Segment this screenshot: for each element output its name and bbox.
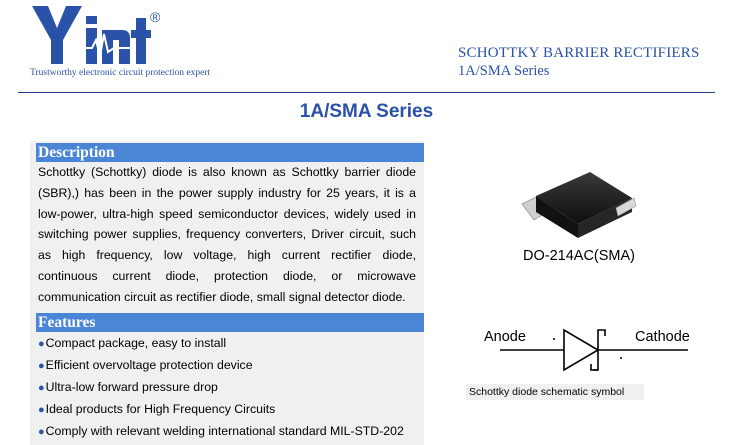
anode-label: Anode: [484, 329, 526, 345]
description-text: Schottky (Schottky) diode is also known as Schottky barrier diode (SBR),) has been in the power supply industry for 25 years, it is a low-power, ultra-high speed semiconductor devices, widely used in switching power supplies, frequency converters, Driver circuit, such as high frequency, low voltage, high current rectifier diode, continuous current diode, protection diode, or microwave communication circuit as rectifier diode, small signal detector diode.: [38, 165, 416, 304]
header-series: 1A/SMA Series: [458, 63, 550, 79]
feature-item: ●Compact package, easy to install: [38, 336, 227, 350]
description-heading-bar: [36, 143, 424, 162]
bullet-icon: ●: [38, 360, 45, 372]
bullet-icon: ●: [38, 404, 45, 416]
tagline: Trustworthy electronic circuit protection expert: [30, 68, 211, 78]
yint-logo: [30, 4, 160, 66]
cathode-label: Cathode: [635, 329, 690, 345]
package-label: DO-214AC(SMA): [523, 248, 635, 264]
header-divider: [18, 92, 715, 93]
page-title: 1A/SMA Series: [299, 101, 434, 122]
header-right: [458, 44, 700, 80]
registered-mark: ®: [150, 9, 160, 25]
product-line: SCHOTTKY BARRIER RECTIFIERS: [458, 45, 700, 61]
features-heading: Features: [38, 314, 96, 331]
bullet-icon: ●: [38, 338, 45, 350]
feature-item: ●Ultra-low forward pressure drop: [38, 380, 218, 394]
features-heading-bar: [36, 313, 424, 332]
bullet-icon: ●: [38, 426, 45, 438]
sma-package-image: [520, 168, 638, 246]
schematic-caption: Schottky diode schematic symbol: [466, 384, 644, 400]
feature-item: ●Comply with relevant welding international standard MIL-STD-202: [38, 424, 404, 438]
feature-item: ●Efficient overvoltage protection device: [38, 358, 253, 372]
description-heading: Description: [38, 144, 115, 161]
feature-item: ●Ideal products for High Frequency Circuits: [38, 402, 276, 416]
features-list: [38, 333, 404, 443]
schottky-diode-symbol: [478, 318, 713, 378]
bullet-icon: ●: [38, 382, 45, 394]
